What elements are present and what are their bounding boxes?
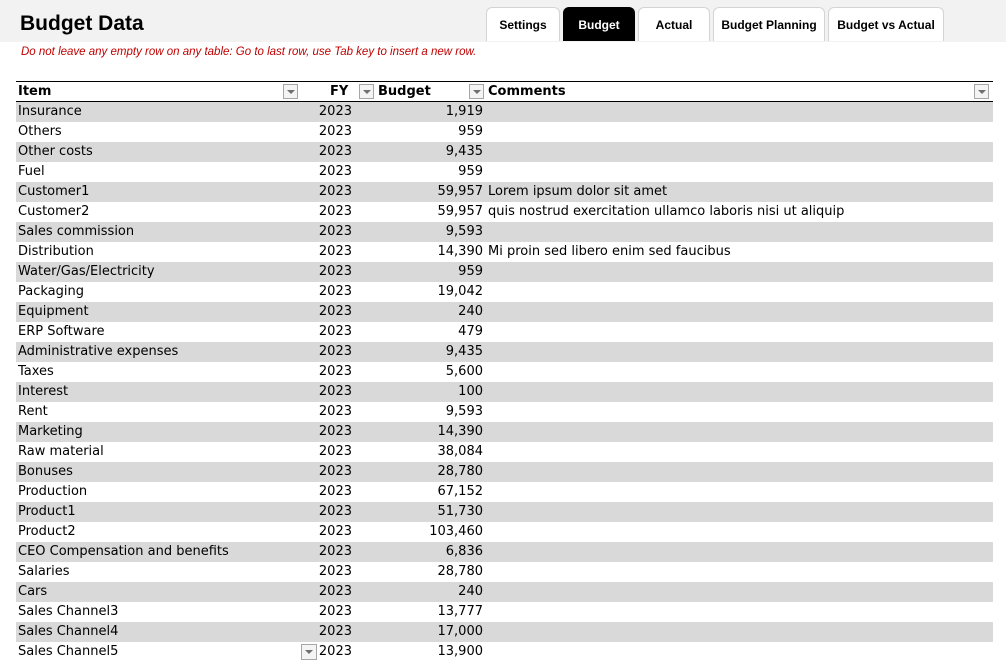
- cell-item[interactable]: Equipment: [18, 304, 89, 319]
- cell-fy[interactable]: 2023: [318, 544, 352, 559]
- table-row[interactable]: [16, 462, 993, 482]
- cell-item[interactable]: ERP Software: [18, 324, 105, 339]
- cell-fy[interactable]: 2023: [318, 204, 352, 219]
- tab-budget-planning[interactable]: Budget Planning: [713, 7, 825, 41]
- table-row[interactable]: [16, 582, 993, 602]
- cell-budget[interactable]: 28,780: [437, 464, 483, 479]
- cell-budget[interactable]: 9,435: [445, 344, 483, 359]
- table-row[interactable]: [16, 622, 993, 642]
- cell-item[interactable]: Administrative expenses: [18, 344, 179, 359]
- cell-budget[interactable]: 13,777: [437, 604, 483, 619]
- table-row[interactable]: [16, 642, 993, 662]
- cell-budget[interactable]: 1,919: [445, 104, 483, 119]
- column-header-budget: Budget: [378, 84, 431, 99]
- table-row[interactable]: [16, 162, 993, 182]
- column-header-item: Item: [18, 84, 52, 99]
- table-row[interactable]: [16, 242, 993, 262]
- instruction-note: Do not leave any empty row on any table: Go to last row, use Tab key to insert a new row.: [21, 46, 477, 58]
- cell-fy[interactable]: 2023: [318, 384, 352, 399]
- tab-budget[interactable]: Budget: [563, 7, 635, 41]
- cell-fy[interactable]: 2023: [318, 464, 352, 479]
- table-row[interactable]: [16, 362, 993, 382]
- cell-item[interactable]: Raw material: [18, 444, 104, 459]
- tab-budget-vs-actual[interactable]: Budget vs Actual: [828, 7, 944, 41]
- cell-budget[interactable]: 100: [458, 384, 483, 399]
- cell-fy[interactable]: 2023: [318, 404, 352, 419]
- cell-fy[interactable]: 2023: [318, 584, 352, 599]
- table-row[interactable]: [16, 562, 993, 582]
- cell-budget[interactable]: 240: [458, 584, 483, 599]
- cell-fy[interactable]: 2023: [318, 124, 352, 139]
- cell-fy[interactable]: 2023: [318, 224, 352, 239]
- cell-comment[interactable]: Mi proin sed libero enim sed faucibus: [488, 244, 731, 259]
- cell-budget[interactable]: 14,390: [437, 424, 483, 439]
- cell-budget[interactable]: 103,460: [429, 524, 483, 539]
- table-row[interactable]: [16, 302, 993, 322]
- table-row[interactable]: [16, 262, 993, 282]
- cell-fy[interactable]: 2023: [318, 424, 352, 439]
- filter-dropdown-icon[interactable]: [469, 84, 484, 99]
- cell-item[interactable]: Cars: [18, 584, 48, 599]
- nav-tabs: [486, 7, 947, 41]
- table-row[interactable]: [16, 442, 993, 462]
- table-row[interactable]: [16, 102, 993, 122]
- cell-item[interactable]: Fuel: [18, 164, 45, 179]
- table-row[interactable]: [16, 342, 993, 362]
- cell-fy[interactable]: 2023: [318, 144, 352, 159]
- cell-budget[interactable]: 19,042: [437, 284, 483, 299]
- cell-budget[interactable]: 5,600: [445, 364, 483, 379]
- page-title: Budget Data: [20, 12, 144, 35]
- cell-comment[interactable]: quis nostrud exercitation ullamco laboris nisi ut aliquip: [488, 204, 845, 219]
- table-row[interactable]: [16, 122, 993, 142]
- cell-fy[interactable]: 2023: [318, 364, 352, 379]
- filter-dropdown-icon[interactable]: [974, 84, 989, 99]
- tab-settings[interactable]: Settings: [486, 7, 560, 41]
- cell-comment[interactable]: Lorem ipsum dolor sit amet: [488, 184, 668, 199]
- cell-item[interactable]: Sales commission: [18, 224, 135, 239]
- table-row[interactable]: [16, 282, 993, 302]
- table-row[interactable]: [16, 502, 993, 522]
- column-header-fy: FY: [330, 84, 349, 99]
- table-row[interactable]: [16, 322, 993, 342]
- cell-dropdown-icon[interactable]: [301, 644, 317, 660]
- table-row[interactable]: [16, 522, 993, 542]
- table-row[interactable]: [16, 182, 993, 202]
- cell-item[interactable]: Others: [18, 124, 62, 139]
- cell-budget[interactable]: 51,730: [437, 504, 483, 519]
- table-row[interactable]: [16, 422, 993, 442]
- cell-budget[interactable]: 9,593: [445, 224, 483, 239]
- cell-item[interactable]: Water/Gas/Electricity: [18, 264, 155, 279]
- cell-fy[interactable]: 2023: [318, 104, 352, 119]
- cell-fy[interactable]: 2023: [318, 604, 352, 619]
- cell-budget[interactable]: 240: [458, 304, 483, 319]
- cell-fy[interactable]: 2023: [318, 324, 352, 339]
- cell-fy[interactable]: 2023: [318, 644, 352, 659]
- cell-item[interactable]: Customer1: [18, 184, 90, 199]
- cell-budget[interactable]: 28,780: [437, 564, 483, 579]
- cell-item[interactable]: Product1: [18, 504, 76, 519]
- cell-item[interactable]: Bonuses: [18, 464, 73, 479]
- cell-budget[interactable]: 6,836: [445, 544, 483, 559]
- cell-item[interactable]: Sales Channel5: [18, 644, 119, 659]
- cell-budget[interactable]: 959: [458, 124, 483, 139]
- cell-fy[interactable]: 2023: [318, 264, 352, 279]
- cell-fy[interactable]: 2023: [318, 184, 352, 199]
- budget-table: [16, 81, 993, 662]
- cell-fy[interactable]: 2023: [318, 444, 352, 459]
- cell-budget[interactable]: 59,957: [437, 184, 483, 199]
- cell-fy[interactable]: 2023: [318, 564, 352, 579]
- cell-budget[interactable]: 479: [458, 324, 483, 339]
- cell-item[interactable]: Marketing: [18, 424, 83, 439]
- cell-item[interactable]: Insurance: [18, 104, 82, 119]
- table-row[interactable]: [16, 542, 993, 562]
- cell-item[interactable]: Sales Channel3: [18, 604, 119, 619]
- cell-budget[interactable]: 959: [458, 164, 483, 179]
- cell-budget[interactable]: 59,957: [437, 204, 483, 219]
- table-header-row: [16, 81, 993, 102]
- table-row[interactable]: [16, 202, 993, 222]
- cell-item[interactable]: Interest: [18, 384, 69, 399]
- column-header-comments: Comments: [488, 84, 566, 99]
- cell-fy[interactable]: 2023: [318, 484, 352, 499]
- cell-item[interactable]: Product2: [18, 524, 76, 539]
- cell-fy[interactable]: 2023: [318, 284, 352, 299]
- filter-dropdown-icon[interactable]: [283, 84, 298, 99]
- cell-budget[interactable]: 9,593: [445, 404, 483, 419]
- cell-fy[interactable]: 2023: [318, 624, 352, 639]
- cell-item[interactable]: Taxes: [18, 364, 54, 379]
- table-row[interactable]: [16, 142, 993, 162]
- table-row[interactable]: [16, 382, 993, 402]
- cell-fy[interactable]: 2023: [318, 244, 352, 259]
- cell-item[interactable]: Distribution: [18, 244, 94, 259]
- table-body: [16, 102, 993, 662]
- tab-actual[interactable]: Actual: [638, 7, 710, 41]
- cell-fy[interactable]: 2023: [318, 504, 352, 519]
- cell-budget[interactable]: 17,000: [437, 624, 483, 639]
- cell-budget[interactable]: 9,435: [445, 144, 483, 159]
- cell-item[interactable]: Other costs: [18, 144, 93, 159]
- cell-fy[interactable]: 2023: [318, 304, 352, 319]
- filter-dropdown-icon[interactable]: [359, 84, 374, 99]
- cell-budget[interactable]: 13,900: [437, 644, 483, 659]
- cell-item[interactable]: Salaries: [18, 564, 70, 579]
- cell-fy[interactable]: 2023: [318, 344, 352, 359]
- table-row[interactable]: [16, 482, 993, 502]
- table-row[interactable]: [16, 602, 993, 622]
- cell-item[interactable]: CEO Compensation and benefits: [18, 544, 229, 559]
- cell-budget[interactable]: 14,390: [437, 244, 483, 259]
- cell-budget[interactable]: 38,084: [437, 444, 483, 459]
- cell-item[interactable]: Production: [18, 484, 88, 499]
- cell-item[interactable]: Sales Channel4: [18, 624, 119, 639]
- cell-item[interactable]: Packaging: [18, 284, 84, 299]
- table-row[interactable]: [16, 222, 993, 242]
- cell-fy[interactable]: 2023: [318, 524, 352, 539]
- cell-budget[interactable]: 67,152: [437, 484, 483, 499]
- table-row[interactable]: [16, 402, 993, 422]
- cell-budget[interactable]: 959: [458, 264, 483, 279]
- cell-item[interactable]: Rent: [18, 404, 48, 419]
- cell-item[interactable]: Customer2: [18, 204, 90, 219]
- cell-fy[interactable]: 2023: [318, 164, 352, 179]
